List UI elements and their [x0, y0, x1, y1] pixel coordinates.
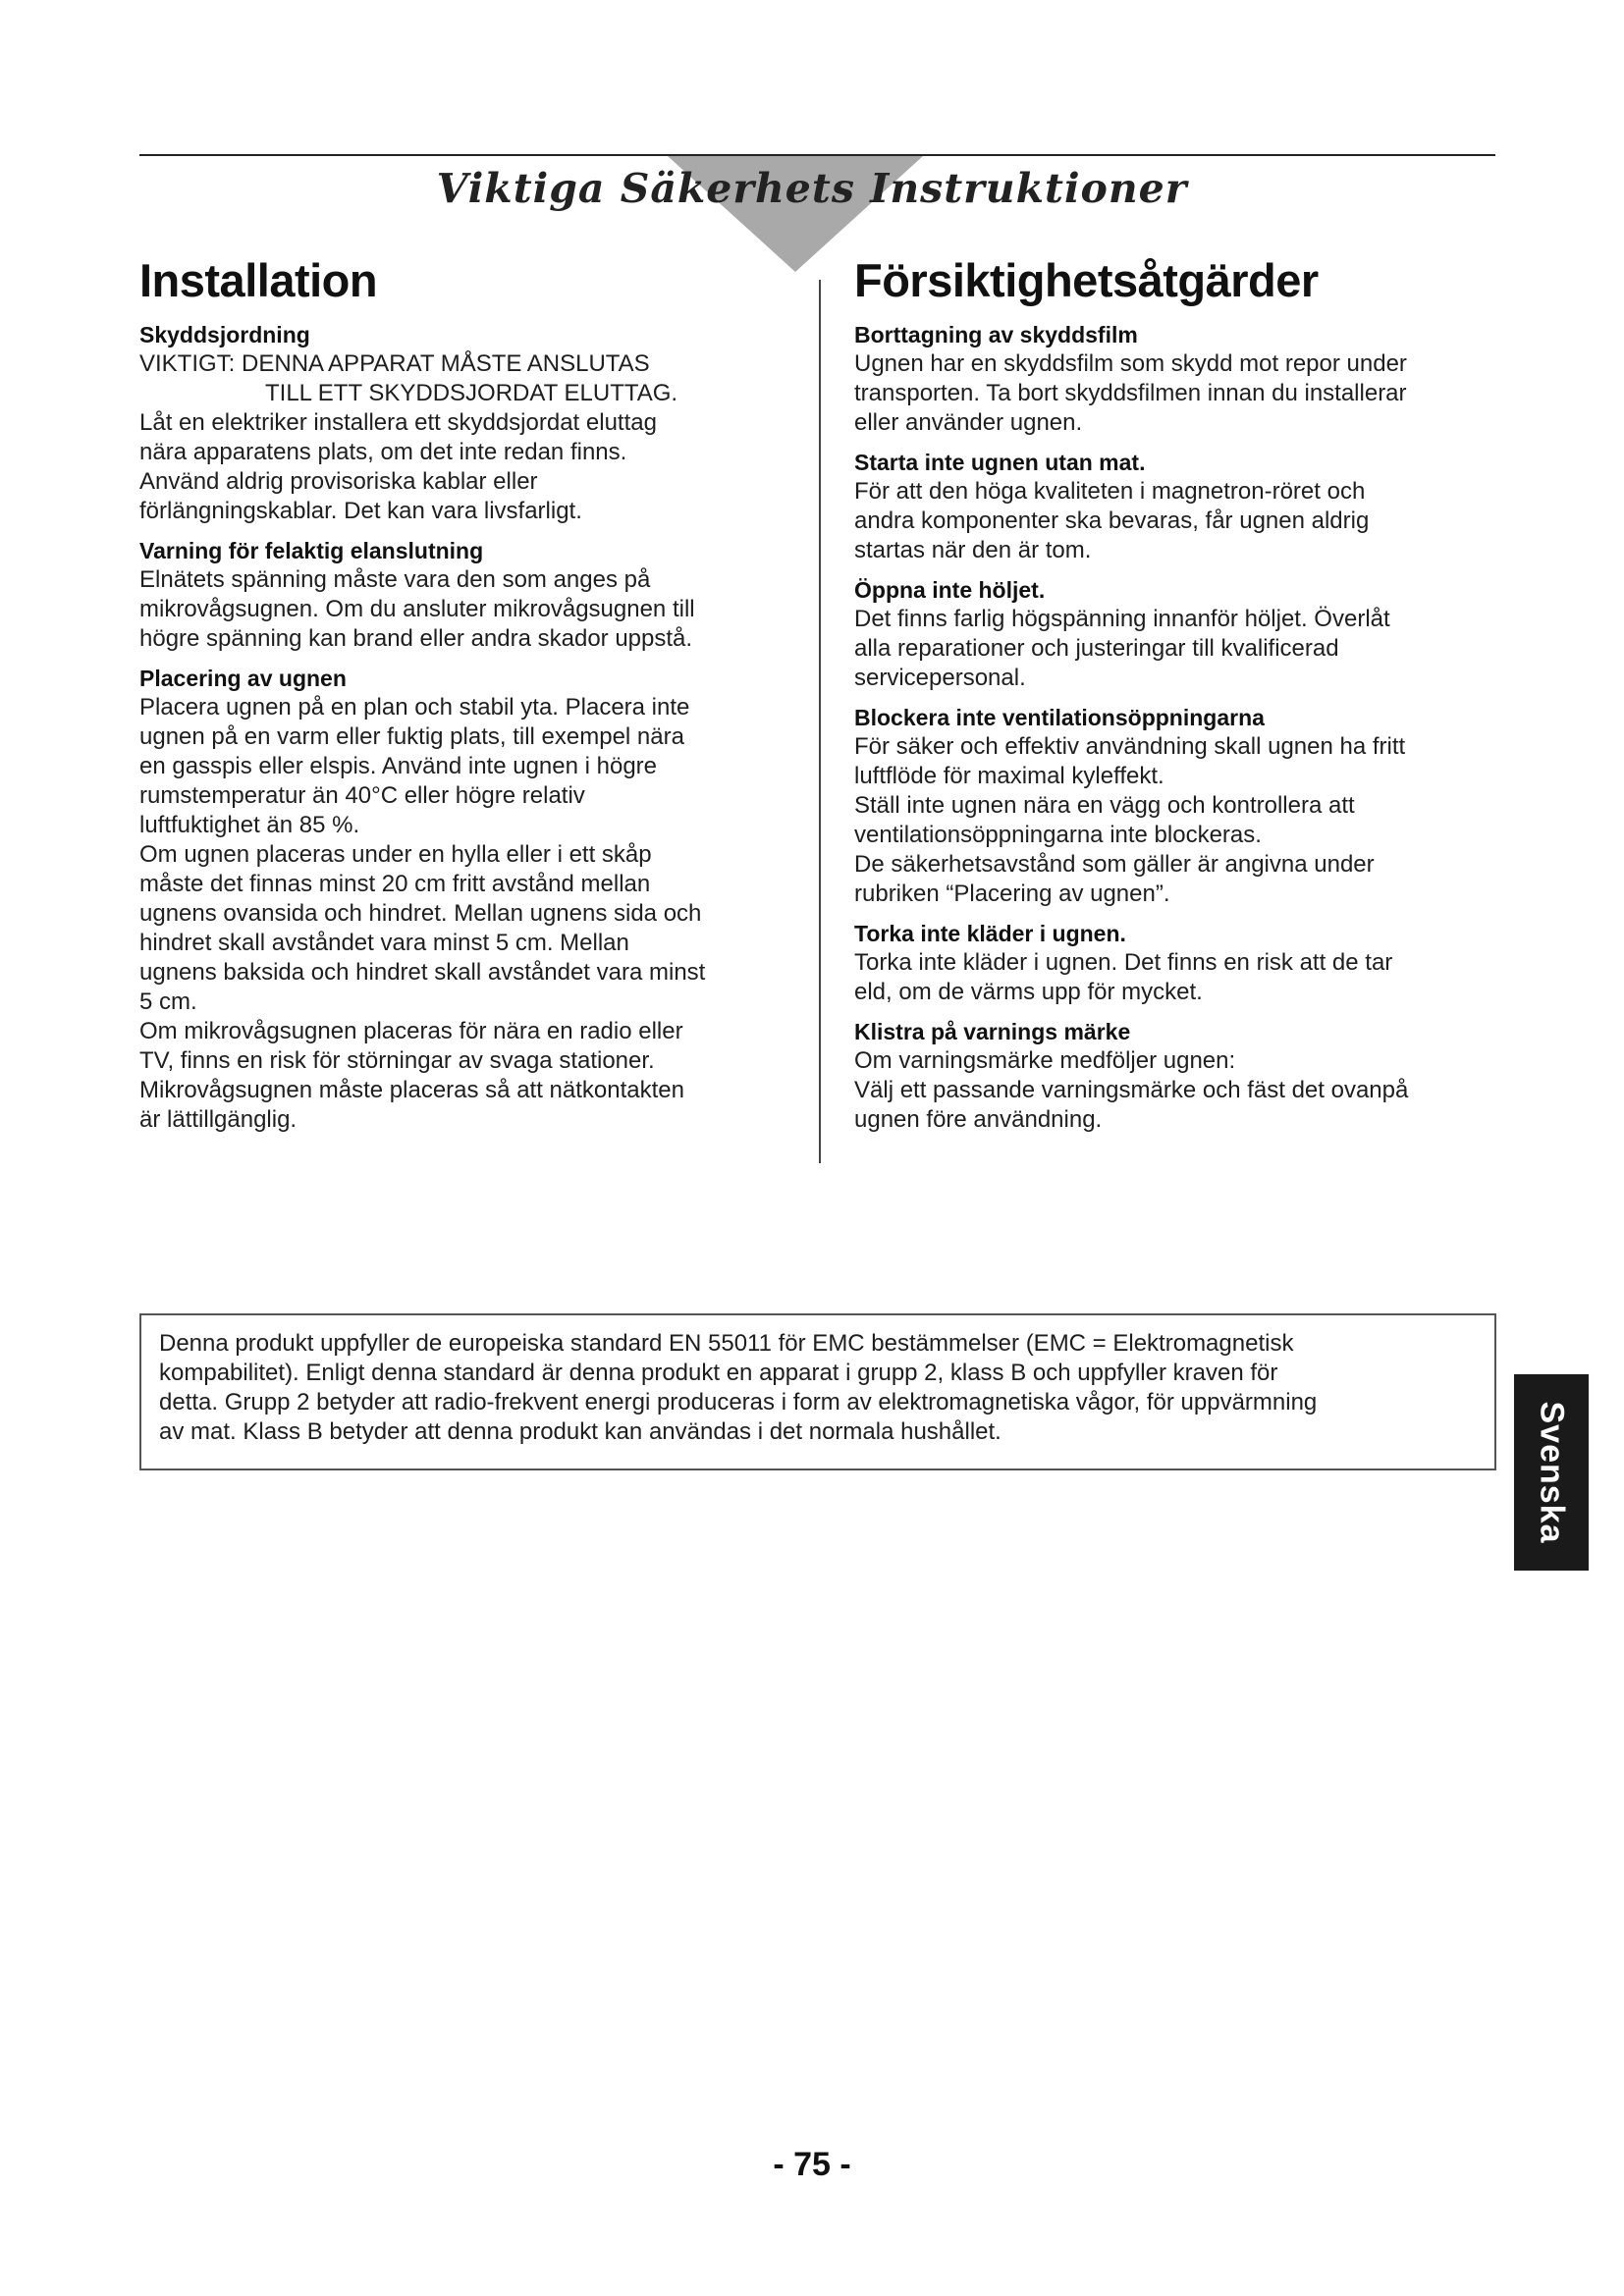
section-heading: Borttagning av skyddsfilm	[854, 322, 1138, 347]
body-line: ugnen på en varm eller fuktig plats, till exempel nära	[139, 723, 684, 750]
body-line: ventilationsöppningarna inte blockeras.	[854, 822, 1262, 848]
body-line: är lättillgänglig.	[139, 1106, 298, 1133]
body-line: Placera ugnen på en plan och stabil yta. Placera inte	[139, 694, 690, 721]
body-line: eld, om de värms upp för mycket.	[854, 979, 1203, 1005]
section-heading: Öppna inte höljet.	[854, 577, 1046, 603]
body-line: Använd aldrig provisoriska kablar eller	[139, 468, 538, 495]
body-line: eller använder ugnen.	[854, 409, 1083, 436]
body-line: servicepersonal.	[854, 665, 1026, 691]
body-line: rubriken “Placering av ugnen”.	[854, 881, 1170, 907]
body-line: För säker och effektiv användning skall ugnen ha fritt	[854, 733, 1406, 760]
body-line: transporten. Ta bort skyddsfilmen innan du installerar	[854, 380, 1407, 406]
body-line: TV, finns en risk för störningar av svaga stationer.	[139, 1047, 655, 1074]
section-heading: Klistra på varnings märke	[854, 1019, 1131, 1044]
precautions-heading: Försiktighetsåtgärder	[854, 254, 1319, 306]
body-line: Det finns farlig högspänning innanför höljet. Överlåt	[854, 606, 1390, 632]
section-varning-elanslutning	[139, 536, 790, 654]
body-line: Ställ inte ugnen nära en vägg och kontrollera att	[854, 792, 1355, 819]
page-number: - 75 -	[773, 2146, 851, 2183]
body-line: luftflöde för maximal kyleffekt.	[854, 763, 1164, 789]
body-line: Om mikrovågsugnen placeras för nära en radio eller	[139, 1018, 683, 1044]
section-heading: Starta inte ugnen utan mat.	[854, 450, 1146, 475]
body-line: Om ugnen placeras under en hylla eller i ett skåp	[139, 841, 652, 868]
body-line: Låt en elektriker installera ett skyddsjordat eluttag	[139, 409, 657, 436]
body-line: mikrovågsugnen. Om du ansluter mikrovågsugnen till	[139, 596, 695, 622]
section-torka-klader	[854, 919, 1502, 1007]
body-line: Mikrovågsugnen måste placeras så att nätkontakten	[139, 1077, 684, 1103]
emc-line: av mat. Klass B betyder att denna produkt kan användas i det normala hushållet.	[159, 1418, 1001, 1445]
section-skyddsjordning	[139, 320, 790, 526]
body-line: VIKTIGT: DENNA APPARAT MÅSTE ANSLUTAS	[139, 350, 650, 377]
language-tab-label: Svenska	[1533, 1401, 1571, 1544]
installation-heading: Installation	[139, 254, 378, 306]
body-line: högre spänning kan brand eller andra skador uppstå.	[139, 625, 693, 652]
section-skyddsfilm	[854, 320, 1502, 438]
body-line: en gasspis eller elspis. Använd inte ugnen i högre	[139, 753, 658, 779]
emc-line: detta. Grupp 2 betyder att radio-frekvent energi produceras i form av elektromagnetiska vågor, för uppvärmning	[159, 1389, 1318, 1415]
body-line: ugnen före användning.	[854, 1106, 1103, 1133]
body-line: TILL ETT SKYDDSJORDAT ELUTTAG.	[265, 380, 678, 406]
body-line: måste det finnas minst 20 cm fritt avstånd mellan	[139, 871, 651, 897]
body-line: Välj ett passande varningsmärke och fäst det ovanpå	[854, 1077, 1409, 1103]
emc-line: Denna produkt uppfyller de europeiska standard EN 55011 för EMC bestämmelser (EMC = Elektromagnetisk	[159, 1330, 1294, 1357]
body-line: nära apparatens plats, om det inte redan finns.	[139, 439, 627, 465]
body-line: luftfuktighet än 85 %.	[139, 812, 360, 838]
section-ventilation	[854, 703, 1502, 909]
body-line: Elnätets spänning måste vara den som anges på	[139, 566, 651, 593]
section-placering	[139, 664, 790, 1135]
body-line: För att den höga kvaliteten i magnetron-röret och	[854, 478, 1366, 505]
body-line: ugnens ovansida och hindret. Mellan ugnens sida och	[139, 900, 702, 927]
precautions-column	[854, 253, 1502, 1145]
section-varningsmarke	[854, 1017, 1502, 1135]
body-line: 5 cm.	[139, 988, 197, 1015]
body-line: De säkerhetsavstånd som gäller är angivna under	[854, 851, 1375, 878]
body-line: Om varningsmärke medföljer ugnen:	[854, 1047, 1236, 1074]
emc-notice-box	[139, 1313, 1496, 1470]
body-line: startas när den är tom.	[854, 537, 1092, 563]
body-line: hindret skall avståndet vara minst 5 cm. Mellan	[139, 930, 629, 956]
body-line: Ugnen har en skyddsfilm som skydd mot repor under	[854, 350, 1407, 377]
body-line: Torka inte kläder i ugnen. Det finns en risk att de tar	[854, 949, 1393, 976]
language-tab	[1514, 1374, 1589, 1571]
body-line: ugnens baksida och hindret skall avståndet vara minst	[139, 959, 706, 986]
section-heading: Blockera inte ventilationsöppningarna	[854, 705, 1265, 730]
section-heading: Varning för felaktig elanslutning	[139, 538, 484, 563]
section-heading: Placering av ugnen	[139, 666, 347, 691]
installation-column	[139, 253, 790, 1145]
column-divider	[819, 280, 821, 1163]
body-line: förlängningskablar. Det kan vara livsfarligt.	[139, 498, 582, 524]
section-starta-inte	[854, 448, 1502, 565]
section-oppna-inte	[854, 575, 1502, 693]
body-line: rumstemperatur än 40°C eller högre relativ	[139, 782, 585, 809]
section-heading: Torka inte kläder i ugnen.	[854, 921, 1126, 946]
page-title: Viktiga Säkerhets Instruktioner	[436, 165, 1188, 212]
section-heading: Skyddsjordning	[139, 322, 310, 347]
emc-line: kompabilitet). Enligt denna standard är denna produkt en apparat i grupp 2, klass B och uppfyller kraven för	[159, 1360, 1278, 1386]
body-line: andra komponenter ska bevaras, får ugnen aldrig	[854, 507, 1370, 534]
body-line: alla reparationer och justeringar till kvalificerad	[854, 635, 1339, 662]
